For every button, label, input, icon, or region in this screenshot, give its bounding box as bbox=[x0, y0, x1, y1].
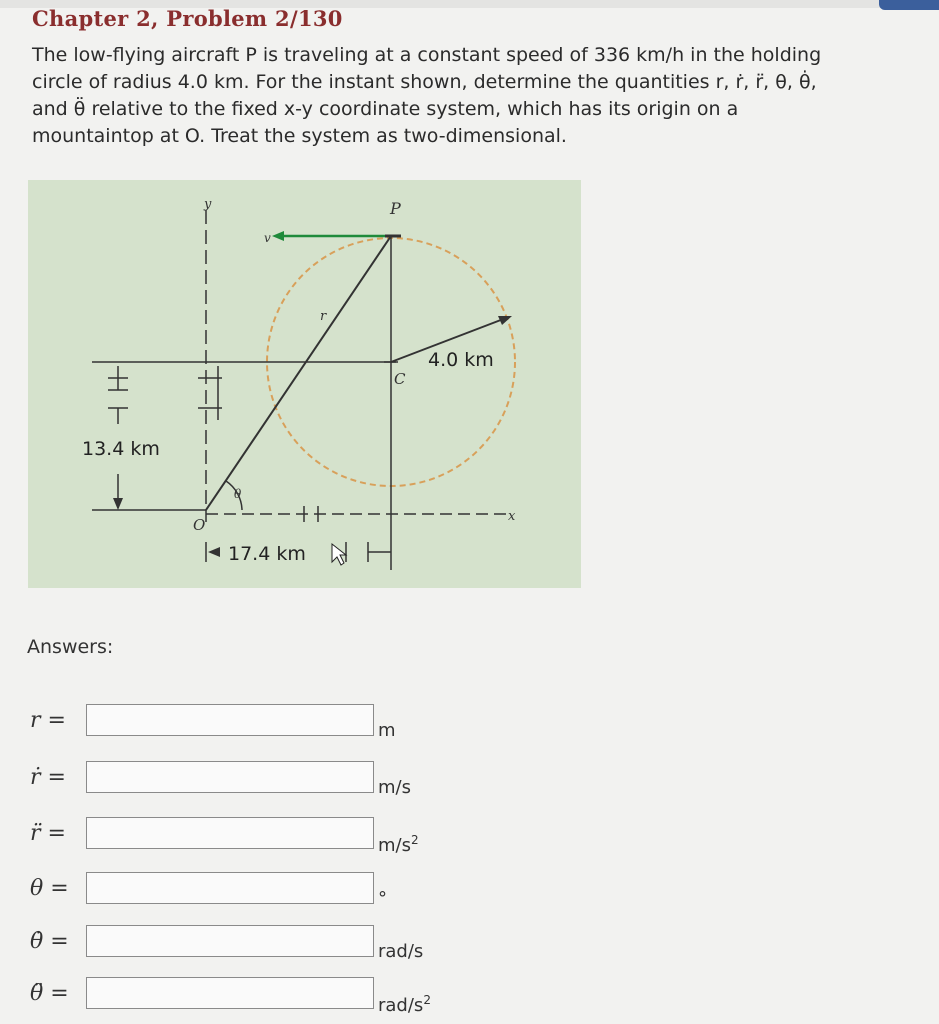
answer-symbol: ṙ = bbox=[30, 765, 66, 790]
unit-text: m/s bbox=[378, 835, 411, 856]
unit-text: ° bbox=[378, 888, 387, 909]
unit-superscript: 2 bbox=[423, 993, 431, 1007]
answer-symbol: r̈ = bbox=[30, 821, 66, 846]
hdim-arrowhead bbox=[208, 547, 220, 557]
answer-unit bbox=[378, 833, 419, 856]
label-radius: 4.0 km bbox=[428, 349, 494, 371]
answer-row-theta-dot bbox=[0, 925, 939, 965]
label-height: 13.4 km bbox=[82, 438, 160, 460]
answer-input-r-ddot[interactable] bbox=[86, 817, 374, 849]
answer-input-theta[interactable] bbox=[86, 872, 374, 904]
answer-row-r bbox=[0, 704, 939, 744]
answer-symbol: θ = bbox=[30, 876, 69, 901]
velocity-arrowhead bbox=[272, 231, 284, 241]
answer-symbol: r = bbox=[30, 708, 66, 733]
label-r: r bbox=[320, 309, 327, 324]
corner-button[interactable] bbox=[879, 0, 939, 10]
position-vector-r bbox=[206, 236, 391, 510]
answer-row-theta bbox=[0, 872, 939, 912]
label-horizontal: 17.4 km bbox=[228, 543, 306, 565]
answer-unit bbox=[378, 993, 431, 1016]
answer-symbol: θ̈ = bbox=[30, 981, 69, 1006]
answer-row-r-dot bbox=[0, 761, 939, 801]
label-v: v bbox=[264, 231, 271, 245]
answer-input-r[interactable] bbox=[86, 704, 374, 736]
problem-figure bbox=[28, 180, 581, 588]
label-o: O bbox=[193, 516, 206, 534]
label-c: C bbox=[394, 370, 406, 388]
answer-unit bbox=[378, 888, 387, 909]
statement-line-2: circle of radius 4.0 km. For the instant shown, determine the quantities r, ṙ, r̈, θ, θ̇, bbox=[32, 71, 817, 93]
answers-label: Answers: bbox=[27, 636, 114, 658]
problem-statement bbox=[32, 42, 912, 150]
unit-text: m bbox=[378, 720, 396, 741]
answer-unit bbox=[378, 777, 411, 798]
statement-line-3: and θ̈ relative to the fixed x-y coordinate system, which has its origin on a bbox=[32, 98, 739, 120]
answer-unit bbox=[378, 941, 423, 962]
answer-symbol: θ̇ = bbox=[30, 929, 69, 954]
answer-input-theta-dot[interactable] bbox=[86, 925, 374, 957]
label-theta: θ bbox=[234, 487, 242, 501]
answer-row-r-ddot bbox=[0, 817, 939, 857]
answer-unit bbox=[378, 720, 396, 741]
problem-title: Chapter 2, Problem 2/130 bbox=[32, 6, 343, 31]
statement-line-4: mountaintop at O. Treat the system as two-dimensional. bbox=[32, 125, 567, 147]
figure-diagram bbox=[28, 180, 581, 588]
mouse-cursor-icon bbox=[332, 544, 346, 565]
unit-text: rad/s bbox=[378, 941, 424, 962]
height-arrowhead bbox=[113, 498, 123, 510]
answer-input-theta-ddot[interactable] bbox=[86, 977, 374, 1009]
unit-text: m/s bbox=[378, 777, 411, 798]
answer-input-r-dot[interactable] bbox=[86, 761, 374, 793]
label-p: P bbox=[390, 199, 401, 218]
label-x: x bbox=[508, 509, 516, 524]
answer-row-theta-ddot bbox=[0, 977, 939, 1017]
label-y: y bbox=[204, 197, 212, 212]
unit-text: rad/s bbox=[378, 995, 424, 1016]
unit-superscript: 2 bbox=[410, 833, 419, 847]
statement-line-1: The low-flying aircraft P is traveling at a constant speed of 336 km/h in the holding bbox=[32, 44, 822, 66]
